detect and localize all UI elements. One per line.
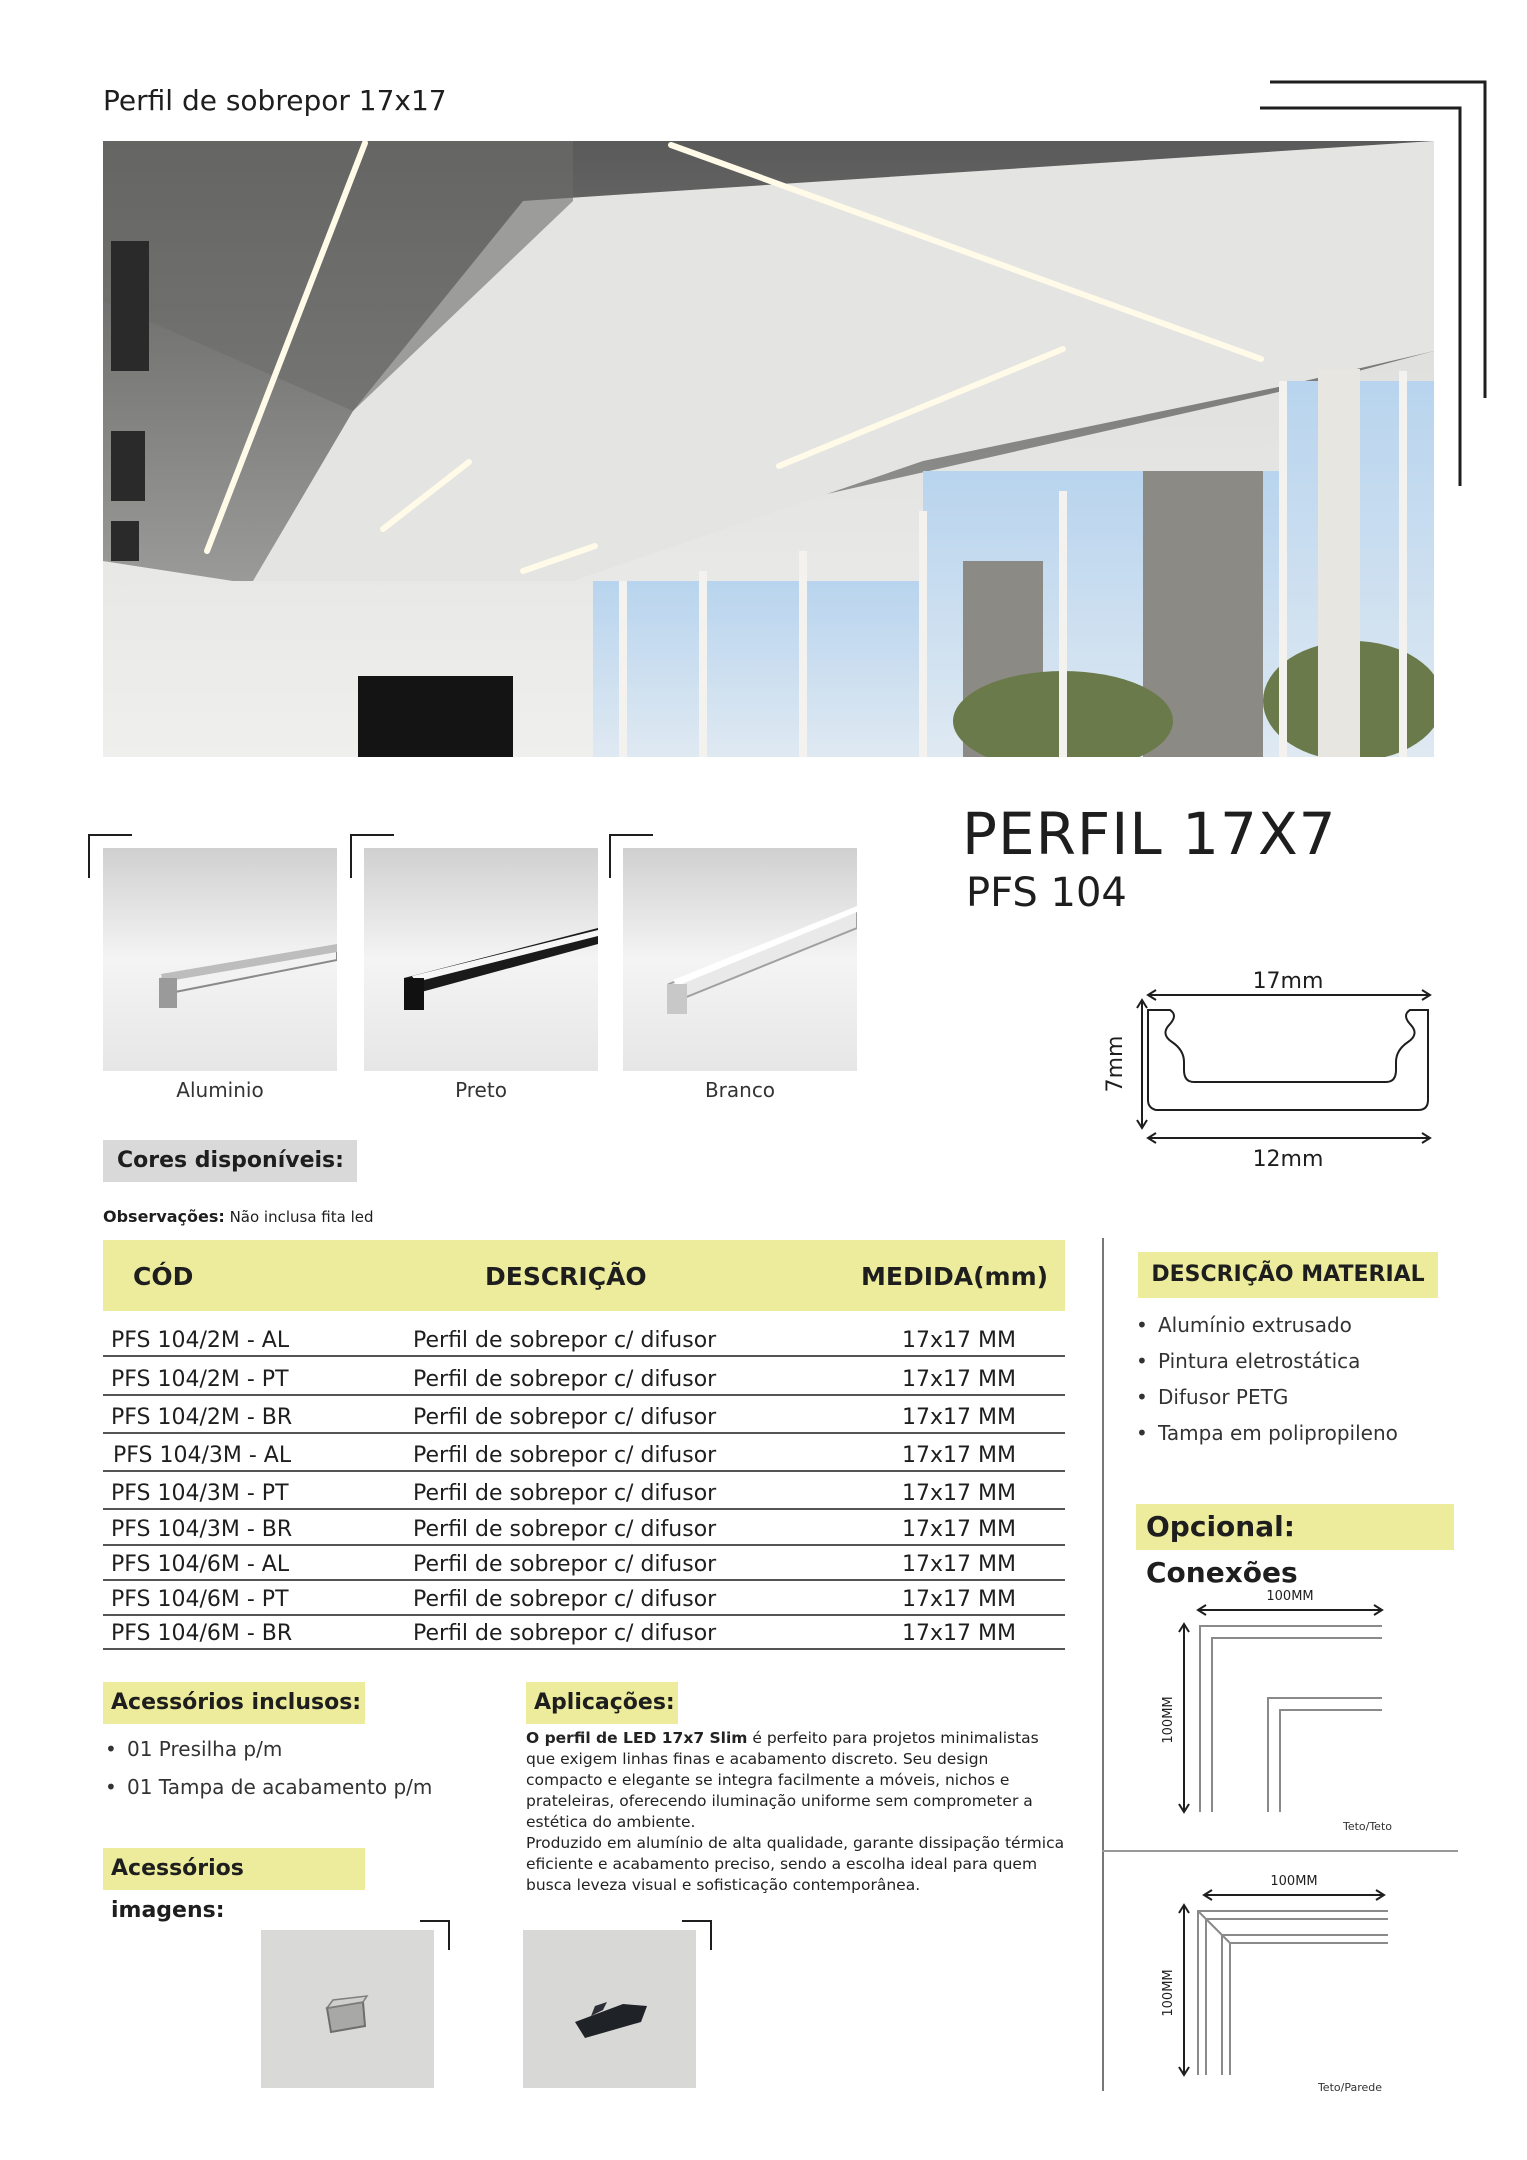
- table-cell-description: Perfil de sobrepor c/ difusor: [413, 1405, 717, 1430]
- profile-branco-icon: [623, 848, 857, 1071]
- table-row: [103, 1435, 1065, 1472]
- material-item: • Alumínio extrusado: [1134, 1313, 1398, 1337]
- table-cell-measure: 17x17 MM: [902, 1621, 1016, 1646]
- table-cell-measure: 17x17 MM: [902, 1552, 1016, 1577]
- table-cell-measure: 17x17 MM: [902, 1481, 1016, 1506]
- material-item: • Pintura eletrostática: [1134, 1349, 1398, 1373]
- table-row: [103, 1613, 1065, 1650]
- accessories-list: [103, 1737, 432, 1811]
- table-row: [103, 1359, 1065, 1396]
- table-cell-measure: 17x17 MM: [902, 1367, 1016, 1392]
- accessory-item: • 01 Presilha p/m: [103, 1737, 432, 1761]
- swatch-label-branco: Branco: [704, 1078, 776, 1102]
- office-ceiling-photo-icon: [103, 141, 1434, 757]
- accessories-images-heading: Acessórios imagens:: [103, 1848, 365, 1890]
- observations: [103, 1207, 374, 1226]
- profile-dimension-drawing: [1090, 960, 1450, 1180]
- connection-teto-parede-diagram: [1160, 1865, 1420, 2105]
- table-cell-measure: 17x17 MM: [902, 1443, 1016, 1468]
- table-row: [103, 1579, 1065, 1616]
- conn2-label: Teto/Parede: [1317, 2081, 1382, 2094]
- table-cell-description: Perfil de sobrepor c/ difusor: [413, 1443, 717, 1468]
- table-cell-description: Perfil de sobrepor c/ difusor: [413, 1552, 717, 1577]
- table-cell-measure: 17x17 MM: [902, 1405, 1016, 1430]
- material-item: • Tampa em polipropileno: [1134, 1421, 1398, 1445]
- table-row: [103, 1320, 1065, 1357]
- applications-heading: Aplicações:: [526, 1682, 678, 1724]
- dim-width-top: 17mm: [1252, 969, 1324, 994]
- applications-paragraph-2: Produzido em alumínio de alta qualidade, garante dissipação térmica eficiente e acabamento preciso, sendo a escolha ideal para quem busca leveza visual e sofisticação contemporânea.: [526, 1834, 1065, 1894]
- table-header: [103, 1240, 1065, 1311]
- table-cell-description: Perfil de sobrepor c/ difusor: [413, 1621, 717, 1646]
- conn1-label: Teto/Teto: [1342, 1820, 1392, 1833]
- swatch-label-aluminio: Aluminio: [176, 1078, 264, 1102]
- table-cell-description: Perfil de sobrepor c/ difusor: [413, 1517, 717, 1542]
- table-row: [103, 1473, 1065, 1510]
- endcap-icon: [523, 1930, 696, 2088]
- table-cell-measure: 17x17 MM: [902, 1328, 1016, 1353]
- table-cell-code: PFS 104/6M - BR: [111, 1621, 293, 1646]
- connections-divider: [1102, 1850, 1458, 1852]
- table-cell-description: Perfil de sobrepor c/ difusor: [413, 1481, 717, 1506]
- applications-text: [526, 1728, 1066, 1896]
- accessories-heading: Acessórios inclusos:: [103, 1682, 365, 1724]
- th-code: CÓD: [133, 1262, 194, 1291]
- conn1-height: 100MM: [1161, 1696, 1176, 1744]
- swatch-preto: [364, 848, 598, 1071]
- applications-paragraph-1: é perfeito para projetos minimalistas que exigem linhas finas e acabamento discreto. Seu design compacto e elegante se integra facilmente a móveis, nichos e prateleiras, oferecendo iluminação uniforme sem comprometer a estética do ambiente.: [526, 1729, 1039, 1831]
- connection-teto-teto-diagram: [1160, 1580, 1420, 1840]
- applications-lead: O perfil de LED 17x7 Slim: [526, 1729, 748, 1747]
- material-item: • Difusor PETG: [1134, 1385, 1398, 1409]
- product-title: PERFIL 17X7: [962, 800, 1337, 868]
- table-cell-measure: 17x17 MM: [902, 1517, 1016, 1542]
- page-title: Perfil de sobrepor 17x17: [103, 84, 447, 117]
- th-description: DESCRIÇÃO: [485, 1262, 647, 1291]
- table-cell-code: PFS 104/2M - BR: [111, 1405, 293, 1430]
- table-cell-code: PFS 104/2M - AL: [111, 1328, 290, 1353]
- table-cell-description: Perfil de sobrepor c/ difusor: [413, 1328, 717, 1353]
- table-cell-code: PFS 104/6M - PT: [111, 1587, 289, 1612]
- dim-height: 7mm: [1103, 1035, 1128, 1093]
- product-code: PFS 104: [966, 870, 1127, 916]
- material-heading: DESCRIÇÃO MATERIAL: [1138, 1252, 1438, 1298]
- material-list: [1134, 1313, 1398, 1457]
- table-cell-description: Perfil de sobrepor c/ difusor: [413, 1587, 717, 1612]
- swatch-label-preto: Preto: [455, 1078, 507, 1102]
- swatch-aluminio: [103, 848, 337, 1071]
- table-cell-code: PFS 104/6M - AL: [111, 1552, 290, 1577]
- table-row: [103, 1509, 1065, 1546]
- table-cell-code: PFS 104/3M - AL: [113, 1443, 292, 1468]
- profile-aluminio-icon: [103, 848, 337, 1071]
- table-cell-code: PFS 104/3M - PT: [111, 1481, 289, 1506]
- vertical-divider: [1102, 1238, 1104, 2091]
- clip-icon: [261, 1930, 434, 2088]
- dim-width-bottom: 12mm: [1252, 1147, 1324, 1172]
- observations-text: Não inclusa fita led: [229, 1208, 374, 1226]
- accessory-endcap-image: [523, 1930, 696, 2088]
- hero-photo: [103, 141, 1434, 757]
- accessory-clip-image: [261, 1930, 434, 2088]
- colors-heading: Cores disponíveis:: [103, 1140, 357, 1182]
- table-row: [103, 1397, 1065, 1434]
- conn2-height: 100MM: [1161, 1969, 1176, 2017]
- observations-label: Observações:: [103, 1207, 225, 1226]
- accessory-item: • 01 Tampa de acabamento p/m: [103, 1775, 432, 1799]
- th-measure: MEDIDA(mm): [861, 1262, 1049, 1291]
- conn1-width: 100MM: [1266, 1589, 1314, 1604]
- table-cell-code: PFS 104/2M - PT: [111, 1367, 289, 1392]
- swatch-branco: [623, 848, 857, 1071]
- profile-preto-icon: [364, 848, 598, 1071]
- optional-heading: Opcional: Conexões: [1136, 1504, 1454, 1550]
- table-row: [103, 1544, 1065, 1581]
- table-cell-description: Perfil de sobrepor c/ difusor: [413, 1367, 717, 1392]
- table-cell-measure: 17x17 MM: [902, 1587, 1016, 1612]
- conn2-width: 100MM: [1270, 1874, 1318, 1889]
- table-cell-code: PFS 104/3M - BR: [111, 1517, 293, 1542]
